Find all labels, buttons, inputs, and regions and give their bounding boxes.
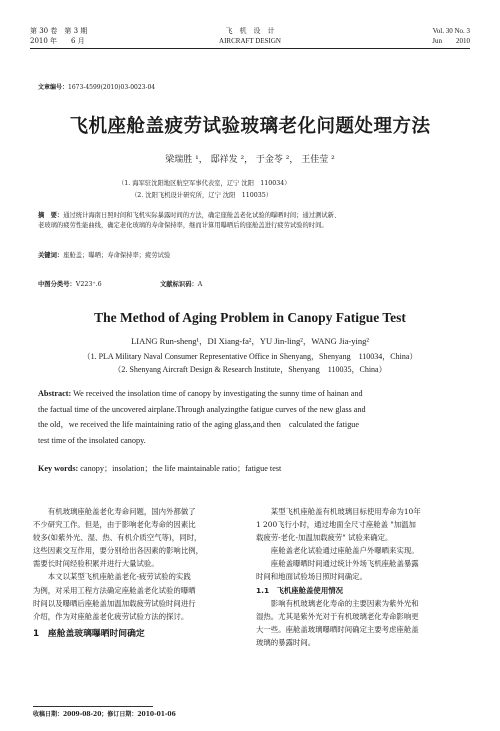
body-left-p1-l1: 有机玻璃座舱盖老化寿命问题，国内外都做了 <box>47 507 196 516</box>
body-right-column <box>256 505 470 649</box>
section-heading-1: 1 座舱盖玻璃曝晒时间确定 <box>33 629 145 639</box>
footnote-rule <box>33 706 153 707</box>
body-left-p1-l3: 较多(如紫外光、湿、热、有机介质空气等)，同时， <box>33 533 202 543</box>
header-rule <box>30 48 470 49</box>
abstract-cn-line-2: 老玻璃的疲劳性能曲线，确定老化玻璃的寿命保持率，继而计算用曝晒后的座舱盖进行疲劳试验的时间。 <box>38 221 328 229</box>
header-date-en: Jun 2010 <box>432 37 470 45</box>
keywords-en <box>38 463 281 474</box>
doccode-value: A <box>197 281 203 288</box>
affiliation-en-2: （2. Shenyang Aircraft Design & Research Institute，Shenyang 110035，China） <box>113 365 387 374</box>
article-id-value: 1673-4599(2010)03-0023-04 <box>68 84 156 91</box>
body-right-p4-l4: 玻璃的暴露时间。 <box>256 637 316 647</box>
body-left-column <box>33 505 247 623</box>
abstract-en-line-2: the factual time of the uncovered airplane.Through analyzingthe fatigue curves of the new glass and <box>38 404 366 414</box>
affiliation-en-1: （1. PLA Military Naval Consumer Representative Office in Shenyang，Shenyang 110034，China） <box>82 352 418 361</box>
page-title-cn: 飞机座舱盖疲劳试验玻璃老化问题处理方法 <box>69 116 431 137</box>
body-right-p4-l1: 影响有机玻璃老化寿命的主要因素为紫外光和 <box>270 598 419 608</box>
abstract-en-line-1: We received the insolation time of canopy by investigating the sunny time of hainan and <box>73 389 363 398</box>
received-date-footnote: 收稿日期：2009-08-20；修订日期：2010-01-06 <box>33 711 176 718</box>
body-left-p1-l2: 不少研究工作。但是，由于影响老化寿命的因素比 <box>33 520 196 530</box>
body-right-p2-l1: 座舱盖老化试验通过座舱盖户外曝晒来实现。 <box>270 546 419 556</box>
keywords-cn-value: 座舱盖；曝晒；寿命保持率；疲劳试验 <box>63 252 171 259</box>
abstract-cn-line-1: 通过统计海南日照时间和飞机实际暴露时间的方法，确定座舱盖老化试验的曝晒时间；通过测试新、 <box>63 212 341 219</box>
body-left-p1-l4: 这些因素交互作用，要分别给出各因素的影响比例， <box>33 546 203 556</box>
affiliation-cn-2: （2. 沈阳飞机设计研究所，辽宁 沈阳 110035） <box>131 192 273 199</box>
authors-cn: 梁瑞胜 ¹， 邸祥发 ²， 于金苓 ²， 王佳莹 ² <box>165 155 335 165</box>
abstract-en-line-3: the old，we received the life maintaining ratio of the aging glass,and then calculated the fatigue <box>38 420 360 429</box>
document-code <box>160 280 202 290</box>
abstract-en <box>38 386 464 448</box>
body-right-p1-l1: 某型飞机座舱盖有机玻璃目标使用寿命为10年 <box>270 507 421 516</box>
header-journal-cn: 飞 机 设 计 <box>225 27 275 35</box>
keywords-en-value: canopy；insolation；the life maintainable ratio；fatigue test <box>80 464 282 473</box>
clc-number <box>38 280 102 290</box>
doccode-label: 文献标识码： <box>160 281 198 288</box>
keywords-en-label: Key words: <box>38 464 79 473</box>
abstract-cn-label: 摘 要： <box>38 212 64 219</box>
body-left-p2-l1: 本文以某型飞机座舱盖老化-疲劳试验的实践 <box>47 572 191 582</box>
authors-en: LIANG Run-sheng¹，DI Xiang-fa²，YU Jin-ling²，WANG Jia-ying² <box>131 336 369 346</box>
header-volume-cn: 第 30 卷 第 3 期 <box>30 27 88 35</box>
header-journal-en: AIRCRAFT DESIGN <box>219 37 281 45</box>
abstract-cn <box>38 211 468 230</box>
clc-value: V223⁺.6 <box>75 281 102 288</box>
header-volume-en: Vol. 30 No. 3 <box>432 27 470 35</box>
clc-label: 中图分类号： <box>38 281 76 288</box>
body-right-p3-l2: 时间和地面试验场日照时间确定。 <box>256 572 367 582</box>
affiliation-cn-1: （1. 海军驻沈阳地区航空军事代表室，辽宁 沈阳 110034） <box>118 180 291 187</box>
article-id <box>38 84 155 92</box>
body-right-p4-l2: 湿热。尤其是紫外光对于有机玻璃老化寿命影响更 <box>256 611 419 621</box>
body-right-p1-l3: 载疲劳-老化-加温加载疲劳" 试验来确定。 <box>256 533 393 543</box>
body-left-p1-l5: 需要长时间经验积累并进行大量试验。 <box>33 559 159 569</box>
page-title-en: The Method of Aging Problem in Canopy Fatigue Test <box>94 310 406 325</box>
body-left-p2-l4: 介绍，作为对座舱盖老化疲劳试验方法的探讨。 <box>33 611 189 621</box>
body-left-p2-l2: 为例，对采用工程方法确定座舱盖老化试验的曝晒 <box>33 585 196 595</box>
abstract-en-line-4: test time of the insolated canopy. <box>38 435 146 445</box>
keywords-cn-label: 关键词： <box>38 252 64 259</box>
body-right-p3-l1: 座舱盖曝晒时间通过统计外场飞机座舱盖暴露 <box>270 559 419 569</box>
article-id-label: 文章编号： <box>38 84 69 91</box>
body-right-p1-l2: 1 200飞行小时，通过地面全尺寸座舱盖 "加温加 <box>256 520 416 530</box>
body-right-p4-l3: 大一些。座舱盖玻璃曝晒时间确定主要考虑座舱盖 <box>256 624 419 634</box>
section-heading-1-1: 1.1 飞机座舱盖使用情况 <box>256 585 343 595</box>
body-left-p2-l3: 时间以及曝晒后座舱盖加温加载疲劳试验时间进行 <box>33 598 196 608</box>
header-date-cn: 2010 年 6 月 <box>30 37 85 45</box>
keywords-cn <box>38 251 170 261</box>
abstract-en-label: Abstract: <box>38 389 72 398</box>
